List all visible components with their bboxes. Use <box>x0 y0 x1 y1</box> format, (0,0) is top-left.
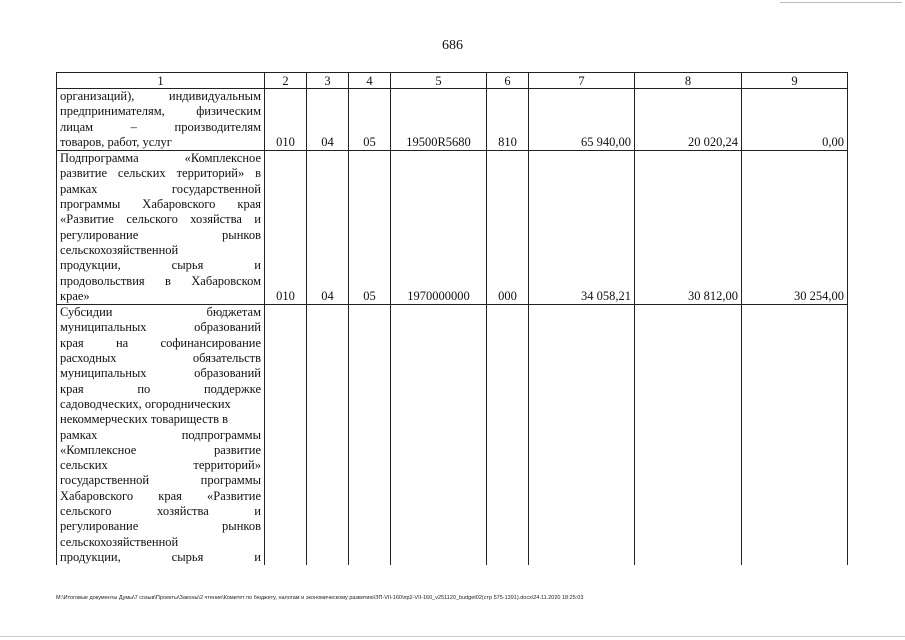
cell-amount-col7 <box>529 305 635 566</box>
header-cell-1: 1 <box>57 73 265 89</box>
cell-amount-col7: 34 058,21 <box>529 151 635 305</box>
cell-amount-col7: 65 940,00 <box>529 89 635 151</box>
budget-table <box>56 72 848 565</box>
cell-amount-col8: 30 812,00 <box>635 151 742 305</box>
cell-section <box>307 305 349 566</box>
table-row <box>57 151 848 305</box>
bottom-edge-line <box>0 636 905 637</box>
cell-ministry-code <box>265 305 307 566</box>
header-cell-3: 3 <box>307 73 349 89</box>
cell-ministry-code: 010 <box>265 89 307 151</box>
header-cell-4: 4 <box>349 73 391 89</box>
cell-amount-col9: 30 254,00 <box>742 151 848 305</box>
header-cell-7: 7 <box>529 73 635 89</box>
cell-amount-col9: 0,00 <box>742 89 848 151</box>
header-row <box>57 73 848 89</box>
header-cell-8: 8 <box>635 73 742 89</box>
cell-subsection: 05 <box>349 151 391 305</box>
cell-subsection: 05 <box>349 89 391 151</box>
footer-file-path: M:\Итоговые документы Думы\7 созыв\Проекты\Законы\2 чтение\Комитет по бюджету, налогам и экономическому развитию\ЗП-VII-160\пр2-VII-160_v251120_budget02(стр 575-1391).docx\24.11.2020 18:25:03 <box>56 595 584 601</box>
header-cell-2: 2 <box>265 73 307 89</box>
cell-amount-col8: 20 020,24 <box>635 89 742 151</box>
page-number: 686 <box>442 38 463 53</box>
cell-expense-type: 000 <box>487 151 529 305</box>
top-edge-line <box>780 2 902 3</box>
cell-target-article: 19500R5680 <box>391 89 487 151</box>
cell-subsection <box>349 305 391 566</box>
row-description: Субсидии бюджетам муниципальных образований края на софинансирование расходных обязательств муниципальных образований края по поддержке садоводческих, огороднических некоммерческих товариществ в рамках подпрограммы «Комплексное развитие сельских территорий» государственной программы Хабаровского края «Развитие сельского хозяйства и регулирование рынков сельскохозяйственной продукции, сырья и <box>57 305 265 566</box>
cell-amount-col9 <box>742 305 848 566</box>
row-description: организаций), индивидуальным предпринимателям, физическим лицам – производителям товаров, работ, услуг <box>57 89 265 151</box>
cell-section: 04 <box>307 89 349 151</box>
cell-section: 04 <box>307 151 349 305</box>
header-cell-5: 5 <box>391 73 487 89</box>
cell-amount-col8 <box>635 305 742 566</box>
table-row <box>57 89 848 151</box>
row-description: Подпрограмма «Комплексное развитие сельских территорий» в рамках государственной программы Хабаровского края «Развитие сельского хозяйства и регулирование рынков сельскохозяйственной продукции, сырья и продовольствия в Хабаровском крае» <box>57 151 265 305</box>
cell-ministry-code: 010 <box>265 151 307 305</box>
cell-expense-type <box>487 305 529 566</box>
cell-expense-type: 810 <box>487 89 529 151</box>
cell-target-article: 1970000000 <box>391 151 487 305</box>
cell-target-article <box>391 305 487 566</box>
table-row <box>57 305 848 566</box>
header-cell-6: 6 <box>487 73 529 89</box>
header-cell-9: 9 <box>742 73 848 89</box>
